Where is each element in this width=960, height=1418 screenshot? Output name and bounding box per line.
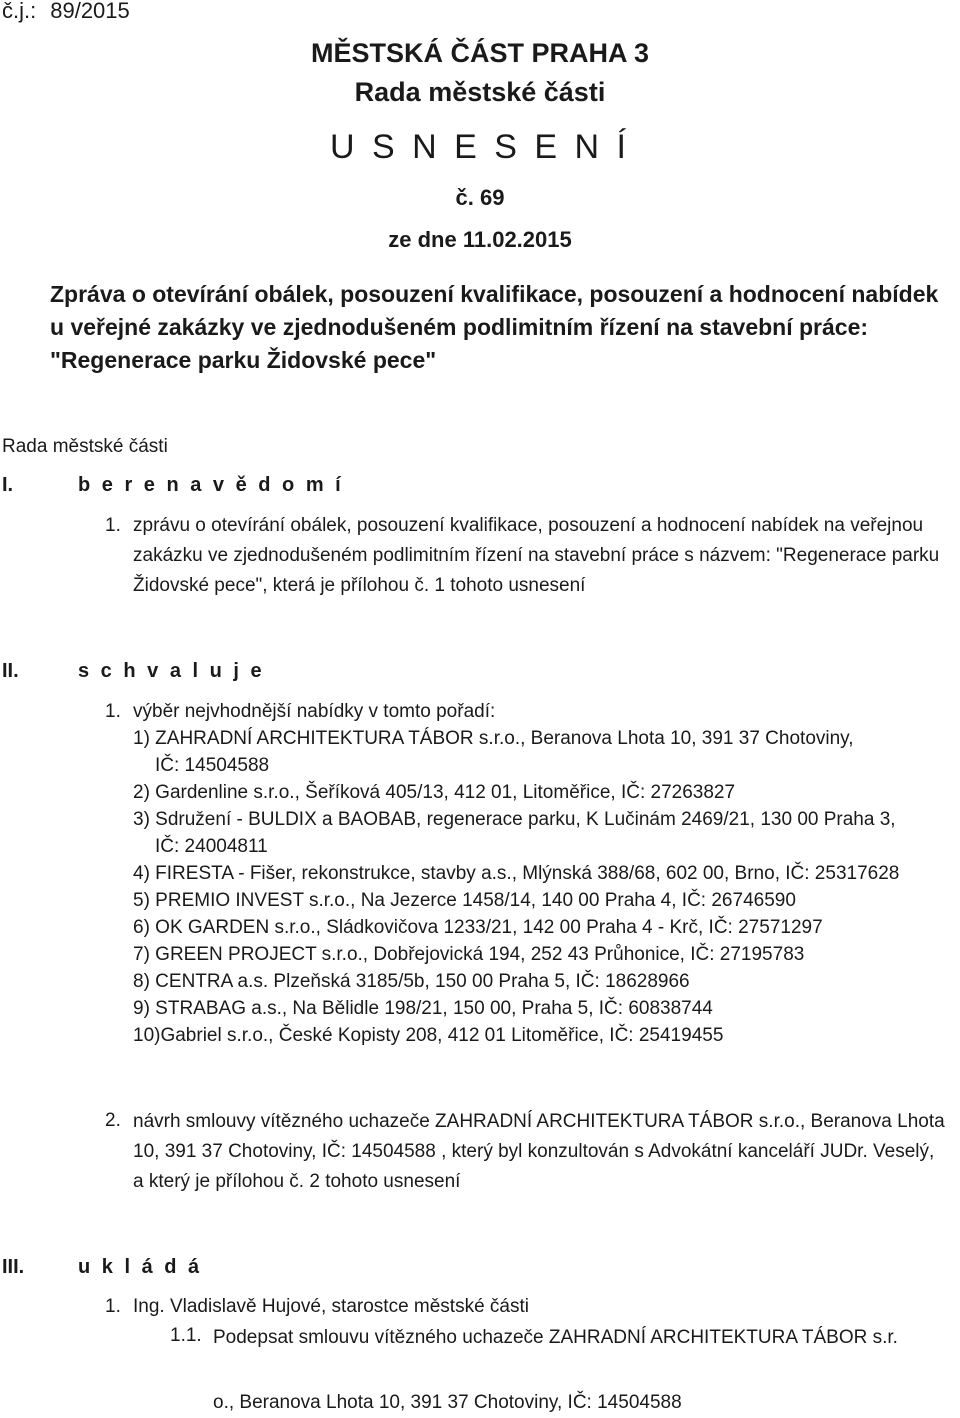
section-3-item-1-text: Ing. Vladislavě Hujové, starostce městské části (133, 1296, 530, 1317)
reference-value: 89/2015 (50, 0, 130, 23)
section-1-verb: b e r e n a v ě d o m í (78, 474, 344, 496)
ranking-item: 4) FIRESTA - Fišer, rekonstrukce, stavby a.s., Mlýnská 388/68, 602 00, Brno, IČ: 25317628 (133, 863, 900, 884)
ranking-item: 6) OK GARDEN s.r.o., Sládkovičova 1233/21, 142 00 Praha 4 - Krč, IČ: 27571297 (133, 917, 823, 938)
section-2-item-1-number: 1. (105, 701, 121, 722)
reference-label: č.j.: (2, 0, 37, 23)
section-3-subitem-text-line-2: o., Beranova Lhota 10, 391 37 Chotoviny, IČ: 14504588 (213, 1392, 682, 1413)
section-3-subitem-number: 1.1. (170, 1325, 202, 1346)
ranking-item: 3) Sdružení - BULDIX a BAOBAB, regenerace parku, K Lučinám 2469/21, 130 00 Praha 3, (133, 809, 896, 830)
section-1-roman: I. (2, 474, 14, 496)
section-2-roman: II. (2, 660, 19, 682)
ranking-item: 9) STRABAG a.s., Na Bělidle 198/21, 150 00, Praha 5, IČ: 60838744 (133, 998, 713, 1019)
ranking-item: 5) PREMIO INVEST s.r.o., Na Jezerce 1458/14, 140 00 Praha 4, IČ: 26746590 (133, 890, 796, 911)
section-1-item-text: zprávu o otevírání obálek, posouzení kvalifikace, posouzení a hodnocení nabídek na veřejnou zakázku ve zjednodušeném podlimitním řízení na stavební práce s názvem: "Regenerace parku Židovské pece", která je přílohou č. 1 tohoto usnesení (133, 515, 940, 596)
section-3-subitem-text-line-1: Podepsat smlouvu vítězného uchazeče ZAHRADNÍ ARCHITEKTURA TÁBOR s.r. (213, 1327, 898, 1348)
resolution-subject: Zpráva o otevírání obálek, posouzení kvalifikace, posouzení a hodnocení nabídek u veřejné zakázky ve zjednodušeném podlimitním řízení na stavební práce: "Regenerace parku Židovské pece" (50, 281, 939, 373)
ranking-item: 7) GREEN PROJECT s.r.o., Dobřejovická 194, 252 43 Průhonice, IČ: 27195783 (133, 944, 805, 965)
section-2-item-2-number: 2. (105, 1110, 121, 1131)
council-label: Rada městské části (2, 436, 168, 457)
ranking-item: 8) CENTRA a.s. Plzeňská 3185/5b, 150 00 Praha 5, IČ: 18628966 (133, 971, 690, 992)
section-2-item-2-text: návrh smlouvy vítězného uchazeče ZAHRADNÍ ARCHITEKTURA TÁBOR s.r.o., Beranova Lhota 10, 391 37 Chotoviny, IČ: 14504588 , který byl konzultován s Advokátní kanceláří JUDr. Veselý, a který je přílohou č. 2 tohoto usnesení (133, 1111, 945, 1192)
ranking-item: 1) ZAHRADNÍ ARCHITEKTURA TÁBOR s.r.o., Beranova Lhota 10, 391 37 Chotoviny, (133, 728, 854, 749)
ranking-item: IČ: 24004811 (155, 836, 268, 857)
section-1-item-number: 1. (105, 515, 121, 536)
section-3-item-1-number: 1. (105, 1296, 121, 1317)
resolution-number: č. 69 (455, 185, 505, 210)
section-3-roman: III. (2, 1256, 25, 1278)
council-heading: Rada městské části (354, 77, 606, 107)
ranking-item: IČ: 14504588 (155, 755, 270, 776)
ranking-item: 2) Gardenline s.r.o., Šeříková 405/13, 412 01, Litoměřice, IČ: 27263827 (133, 782, 736, 803)
reference-number (2, 0, 130, 24)
organization-heading: MĚSTSKÁ ČÁST PRAHA 3 (310, 38, 650, 68)
section-3-verb: u k l á d á (78, 1256, 203, 1278)
ranking-item: 10)Gabriel s.r.o., České Kopisty 208, 412 01 Litoměřice, IČ: 25419455 (133, 1025, 724, 1046)
section-2-verb: s c h v a l u j e (78, 660, 265, 682)
section-2-item-1-text: výběr nejvhodnější nabídky v tomto pořadí: (133, 701, 496, 722)
document-type-heading: U S N E S E N Í (330, 128, 630, 166)
resolution-date: ze dne 11.02.2015 (388, 227, 572, 252)
